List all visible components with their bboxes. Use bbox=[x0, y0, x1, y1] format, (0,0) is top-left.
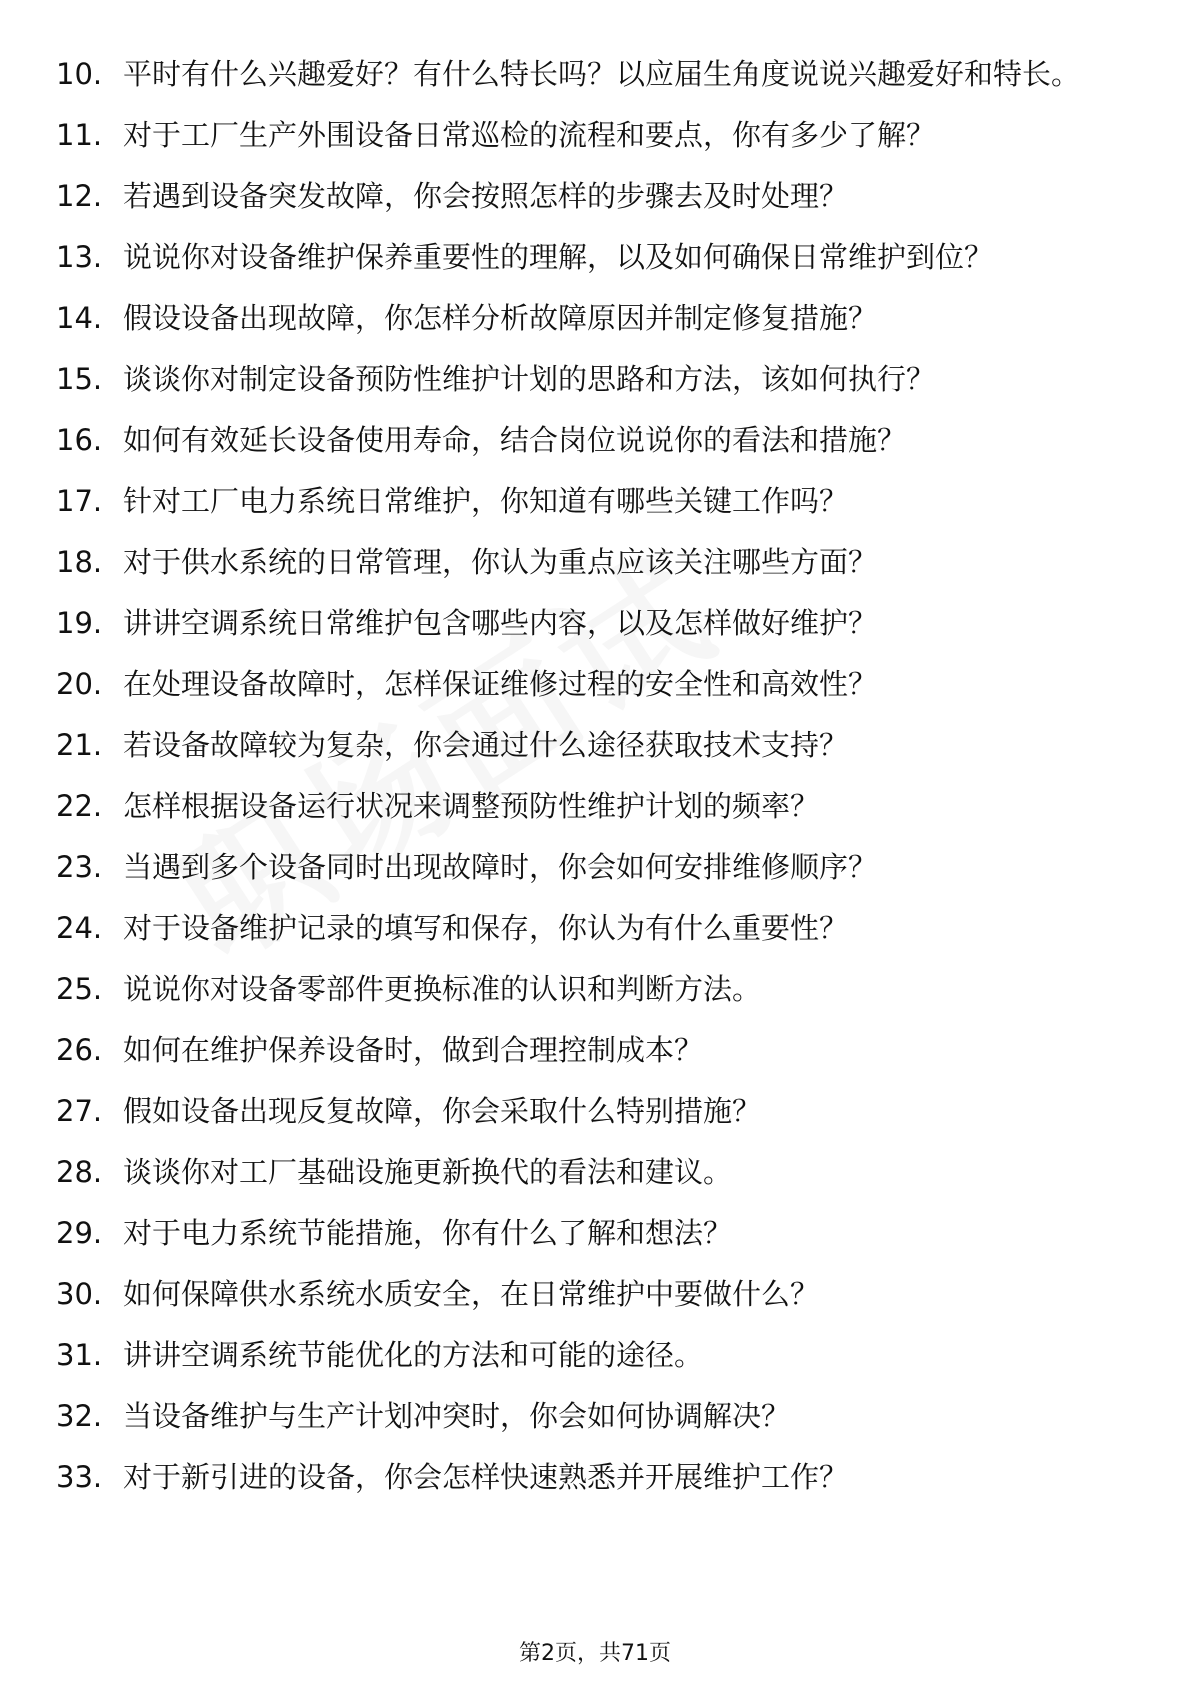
question-number: 23. bbox=[56, 850, 103, 884]
question-number: 10. bbox=[56, 57, 103, 91]
question-item bbox=[56, 1273, 1136, 1316]
question-text: 如何在维护保养设备时，做到合理控制成本？ bbox=[123, 1033, 704, 1067]
question-number: 27. bbox=[56, 1094, 103, 1128]
question-item bbox=[56, 1395, 1136, 1438]
question-item bbox=[56, 358, 1136, 401]
question-item bbox=[56, 1090, 1136, 1133]
question-text: 当遇到多个设备同时出现故障时，你会如何安排维修顺序？ bbox=[123, 850, 878, 884]
question-text: 当设备维护与生产计划冲突时，你会如何协调解决？ bbox=[123, 1399, 791, 1433]
question-text: 说说你对设备维护保养重要性的理解，以及如何确保日常维护到位？ bbox=[123, 240, 994, 274]
question-text: 对于设备维护记录的填写和保存，你认为有什么重要性？ bbox=[123, 911, 849, 945]
question-number: 30. bbox=[56, 1277, 103, 1311]
question-item bbox=[56, 1334, 1136, 1377]
question-item bbox=[56, 419, 1136, 462]
question-number: 24. bbox=[56, 911, 103, 945]
question-item bbox=[56, 968, 1136, 1011]
question-item bbox=[56, 907, 1136, 950]
question-item bbox=[56, 602, 1136, 645]
question-number: 18. bbox=[56, 545, 103, 579]
question-item bbox=[56, 724, 1136, 767]
question-text: 对于电力系统节能措施，你有什么了解和想法？ bbox=[123, 1216, 733, 1250]
question-item bbox=[56, 236, 1136, 279]
question-number: 16. bbox=[56, 423, 103, 457]
question-item bbox=[56, 1029, 1136, 1072]
question-text: 对于新引进的设备，你会怎样快速熟悉并开展维护工作？ bbox=[123, 1460, 849, 1494]
question-number: 25. bbox=[56, 972, 103, 1006]
question-item bbox=[56, 53, 1136, 96]
question-number: 33. bbox=[56, 1460, 103, 1494]
question-number: 17. bbox=[56, 484, 103, 518]
question-text: 假如设备出现反复故障，你会采取什么特别措施？ bbox=[123, 1094, 762, 1128]
question-item bbox=[56, 175, 1136, 218]
question-item bbox=[56, 541, 1136, 584]
question-text: 如何保障供水系统水质安全，在日常维护中要做什么？ bbox=[123, 1277, 820, 1311]
question-text: 针对工厂电力系统日常维护，你知道有哪些关键工作吗？ bbox=[123, 484, 849, 518]
question-text: 讲讲空调系统节能优化的方法和可能的途径。 bbox=[123, 1338, 704, 1372]
question-number: 26. bbox=[56, 1033, 103, 1067]
question-text: 平时有什么兴趣爱好？有什么特长吗？以应届生角度说说兴趣爱好和特长。 bbox=[123, 57, 1081, 91]
question-number: 32. bbox=[56, 1399, 103, 1433]
question-text: 对于供水系统的日常管理，你认为重点应该关注哪些方面？ bbox=[123, 545, 878, 579]
question-text: 对于工厂生产外围设备日常巡检的流程和要点，你有多少了解？ bbox=[123, 118, 936, 152]
question-item bbox=[56, 785, 1136, 828]
question-number: 22. bbox=[56, 789, 103, 823]
question-number: 15. bbox=[56, 362, 103, 396]
question-text: 讲讲空调系统日常维护包含哪些内容，以及怎样做好维护？ bbox=[123, 606, 878, 640]
question-item bbox=[56, 480, 1136, 523]
question-text: 若遇到设备突发故障，你会按照怎样的步骤去及时处理？ bbox=[123, 179, 849, 213]
question-item bbox=[56, 297, 1136, 340]
question-number: 11. bbox=[56, 118, 103, 152]
question-text: 在处理设备故障时，怎样保证维修过程的安全性和高效性？ bbox=[123, 667, 878, 701]
question-list bbox=[56, 53, 1136, 1517]
question-number: 12. bbox=[56, 179, 103, 213]
question-item bbox=[56, 114, 1136, 157]
question-text: 若设备故障较为复杂，你会通过什么途径获取技术支持？ bbox=[123, 728, 849, 762]
question-item bbox=[56, 1456, 1136, 1499]
question-number: 21. bbox=[56, 728, 103, 762]
question-number: 14. bbox=[56, 301, 103, 335]
question-number: 31. bbox=[56, 1338, 103, 1372]
question-number: 29. bbox=[56, 1216, 103, 1250]
question-item bbox=[56, 1151, 1136, 1194]
question-text: 谈谈你对工厂基础设施更新换代的看法和建议。 bbox=[123, 1155, 733, 1189]
question-item bbox=[56, 846, 1136, 889]
question-text: 假设设备出现故障，你怎样分析故障原因并制定修复措施？ bbox=[123, 301, 878, 335]
question-number: 13. bbox=[56, 240, 103, 274]
question-text: 谈谈你对制定设备预防性维护计划的思路和方法，该如何执行？ bbox=[123, 362, 936, 396]
question-text: 说说你对设备零部件更换标准的认识和判断方法。 bbox=[123, 972, 762, 1006]
question-text: 如何有效延长设备使用寿命，结合岗位说说你的看法和措施？ bbox=[123, 423, 907, 457]
question-text: 怎样根据设备运行状况来调整预防性维护计划的频率？ bbox=[123, 789, 820, 823]
question-item bbox=[56, 663, 1136, 706]
question-number: 19. bbox=[56, 606, 103, 640]
question-number: 28. bbox=[56, 1155, 103, 1189]
question-number: 20. bbox=[56, 667, 103, 701]
page-footer: 第2页，共71页 bbox=[519, 1641, 671, 1666]
question-item bbox=[56, 1212, 1136, 1255]
